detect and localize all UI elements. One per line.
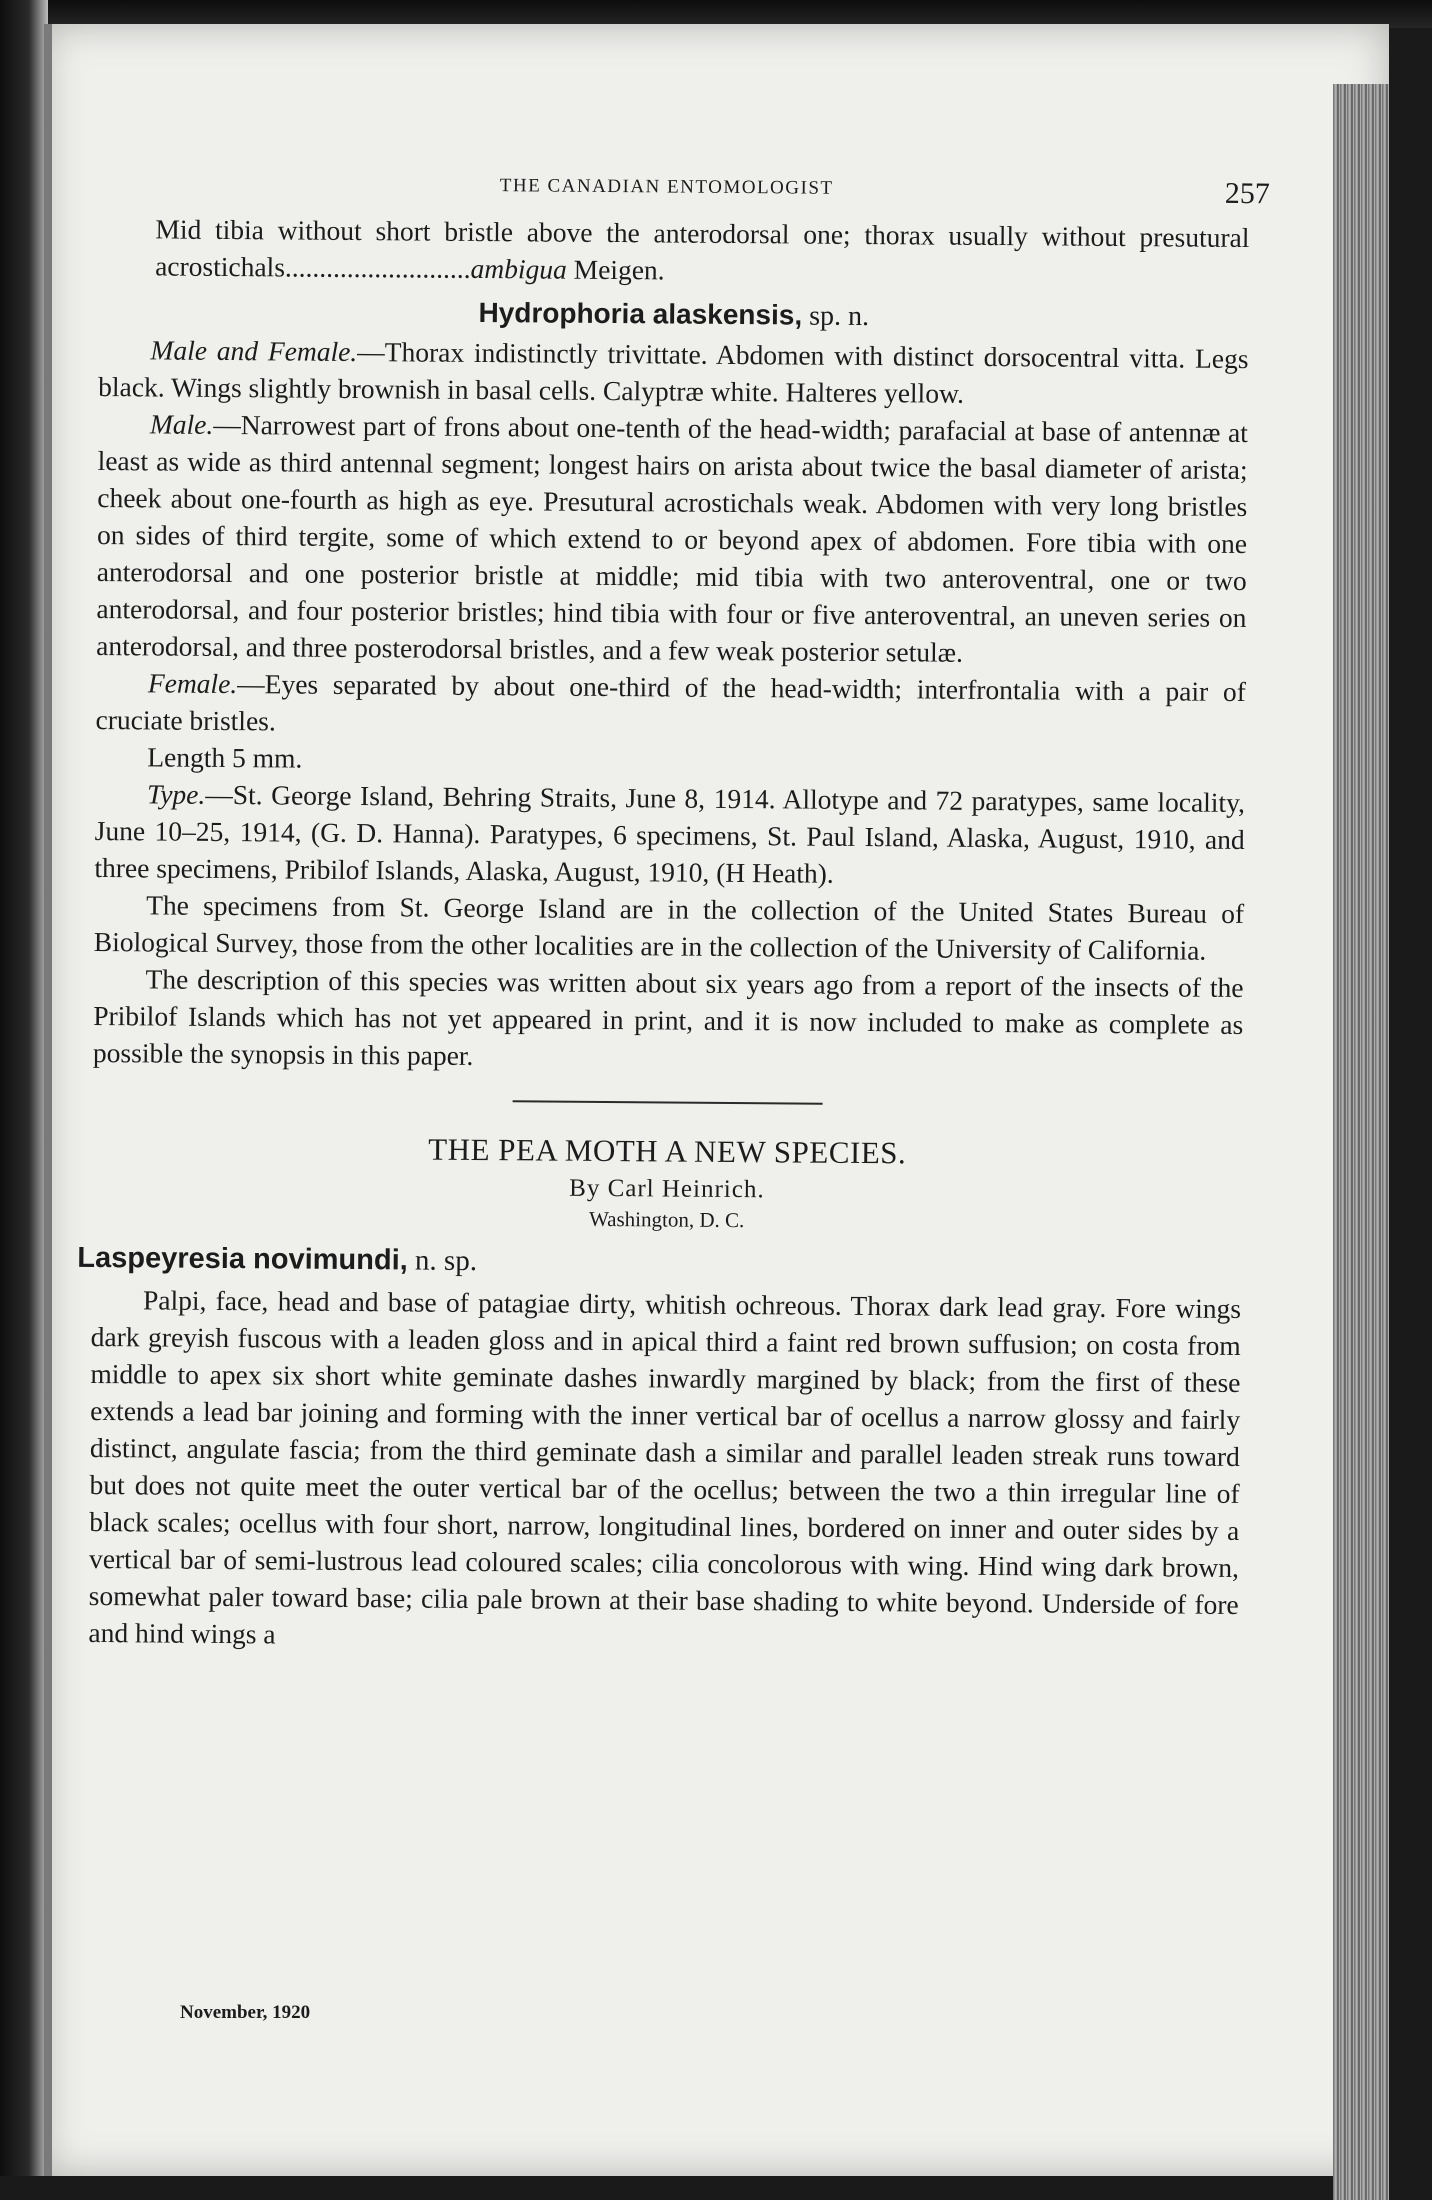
paragraph-text: The specimens from St. George Island are in the collection of the United States Bureau of Biological Survey, those from the other localities are in the collection of the University of California. <box>93 889 1245 966</box>
paragraph-label: Male and Female. <box>150 334 358 368</box>
paragraph-male-female <box>98 331 1249 414</box>
article-title: THE PEA MOTH A NEW SPECIES. <box>428 1131 907 1171</box>
paragraph-text: —Thorax indistinctly trivittate. Abdomen with distinct dorsocentral vitta. Legs black. Wings slightly brownish in basal cells. Calyptræ white. Halteres yellow. <box>98 336 1249 409</box>
species-status: sp. n. <box>802 300 870 333</box>
paragraph-text: —Eyes separated by about one-third of the head-width; interfrontalia with a pair of cruciate bristles. <box>95 668 1246 737</box>
paragraph-collections <box>94 886 1245 969</box>
issue-date-footer: November, 1920 <box>180 2002 311 2023</box>
paragraph-label: Type. <box>146 778 206 810</box>
byline-prefix: By <box>569 1174 608 1203</box>
paragraph-female <box>95 664 1246 747</box>
article-place: Washington, D. C. <box>588 1206 745 1233</box>
key-entry-species: ambigua <box>470 252 567 285</box>
binding-edge <box>44 24 52 2176</box>
species-heading <box>99 294 1249 336</box>
key-entry <box>155 210 1250 293</box>
paragraph-type <box>94 775 1245 895</box>
paragraph-text: —St. George Island, Behring Straits, June 8, 1914. Allotype and 72 paratypes, same locality, June 10–25, 1914, (G. D. Hanna). Paratypes, 6 specimens, St. Paul Island, Alaska, August, 1910, and three specimens, Pribilof Islands, Alaska, August, 1910, (H Heath). <box>94 778 1246 889</box>
page-edge-stack <box>1333 84 1389 2200</box>
page-number: 257 <box>1224 176 1270 211</box>
section-divider <box>513 1100 823 1104</box>
species-name-2: Laspeyresia novimundi, <box>77 1241 408 1277</box>
key-entry-text: Mid tibia without short bristle above the anterodorsal one; thorax usually without presutural acrostichals........................... <box>155 213 1250 284</box>
species-status-2: n. sp. <box>407 1244 478 1277</box>
article-author: Carl Heinrich. <box>607 1175 765 1204</box>
scan-border-left <box>0 0 48 2176</box>
paragraph-text: —Narrowest part of frons about one-tenth of the head-width; parafacial at base of antennæ at least as wide as third antennal segment; longest hairs on arista about twice the basal diameter of arista; cheek about one-fourth as high as eye. Presutural acrostichals weak. Abdomen with very long bristles on sides of third tergite, some of which extend to or beyond apex of abdomen. Fore tibia with one anterodorsal and one posterior bristle at middle; mid tibia with two anteroventral, one or two anterodorsal, and four posterior bristles; hind tibia with four or five anteroventral, an uneven series on anterodorsal, and three posterodorsal bristles, and a few weak posterior setulæ. <box>96 408 1249 668</box>
journal-title: THE CANADIAN ENTOMOLOGIST <box>499 175 834 199</box>
article-byline <box>92 1171 1242 1208</box>
paragraph-label: Female. <box>147 667 238 700</box>
species-name: Hydrophoria alaskensis, <box>478 296 803 331</box>
page-content <box>77 160 1270 1660</box>
paragraph-male <box>96 405 1248 673</box>
species-description: Palpi, face, head and base of patagiae dirty, whitish ochreous. Thorax dark lead gray. Fore wings dark greyish fuscous with a leaden gloss and in apical third a faint red brown suffusion; on costa from middle to apex six short white geminate dashes inwardly margined by black; from the first of these extends a lead bar joining and forming with the inner vertical bar of ocellus a narrow glossy and fairly distinct, angulate fascia; from the third geminate dash a similar and parallel leaden streak runs toward but does not quite meet the outer vertical bar of the ocellus; between the two a thin irregular line of black scales; ocellus with four short, narrow, longitudinal lines, bordered on inner and outer sides by a vertical bar of semi-lustrous lead coloured scales; cilia concolorous with wing. Hind wing dark brown, somewhat paler toward base; cilia pale brown at their base shading to white beyond. Underside of fore and hind wings a <box>88 1284 1242 1650</box>
paragraph-text: Length 5 mm. <box>147 741 303 774</box>
running-head <box>100 160 1270 219</box>
paragraph-text: The description of this species was written about six years ago from a report of the insects of the Pribilof Islands which has not yet appeared in print, and it is now included to make as complete as possible the synopsis in this paper. <box>92 963 1244 1071</box>
species-heading-2 <box>77 1242 1241 1284</box>
paragraph-note <box>93 960 1244 1080</box>
key-entry-author: Meigen. <box>566 253 665 286</box>
paragraph-label: Male. <box>149 408 214 440</box>
